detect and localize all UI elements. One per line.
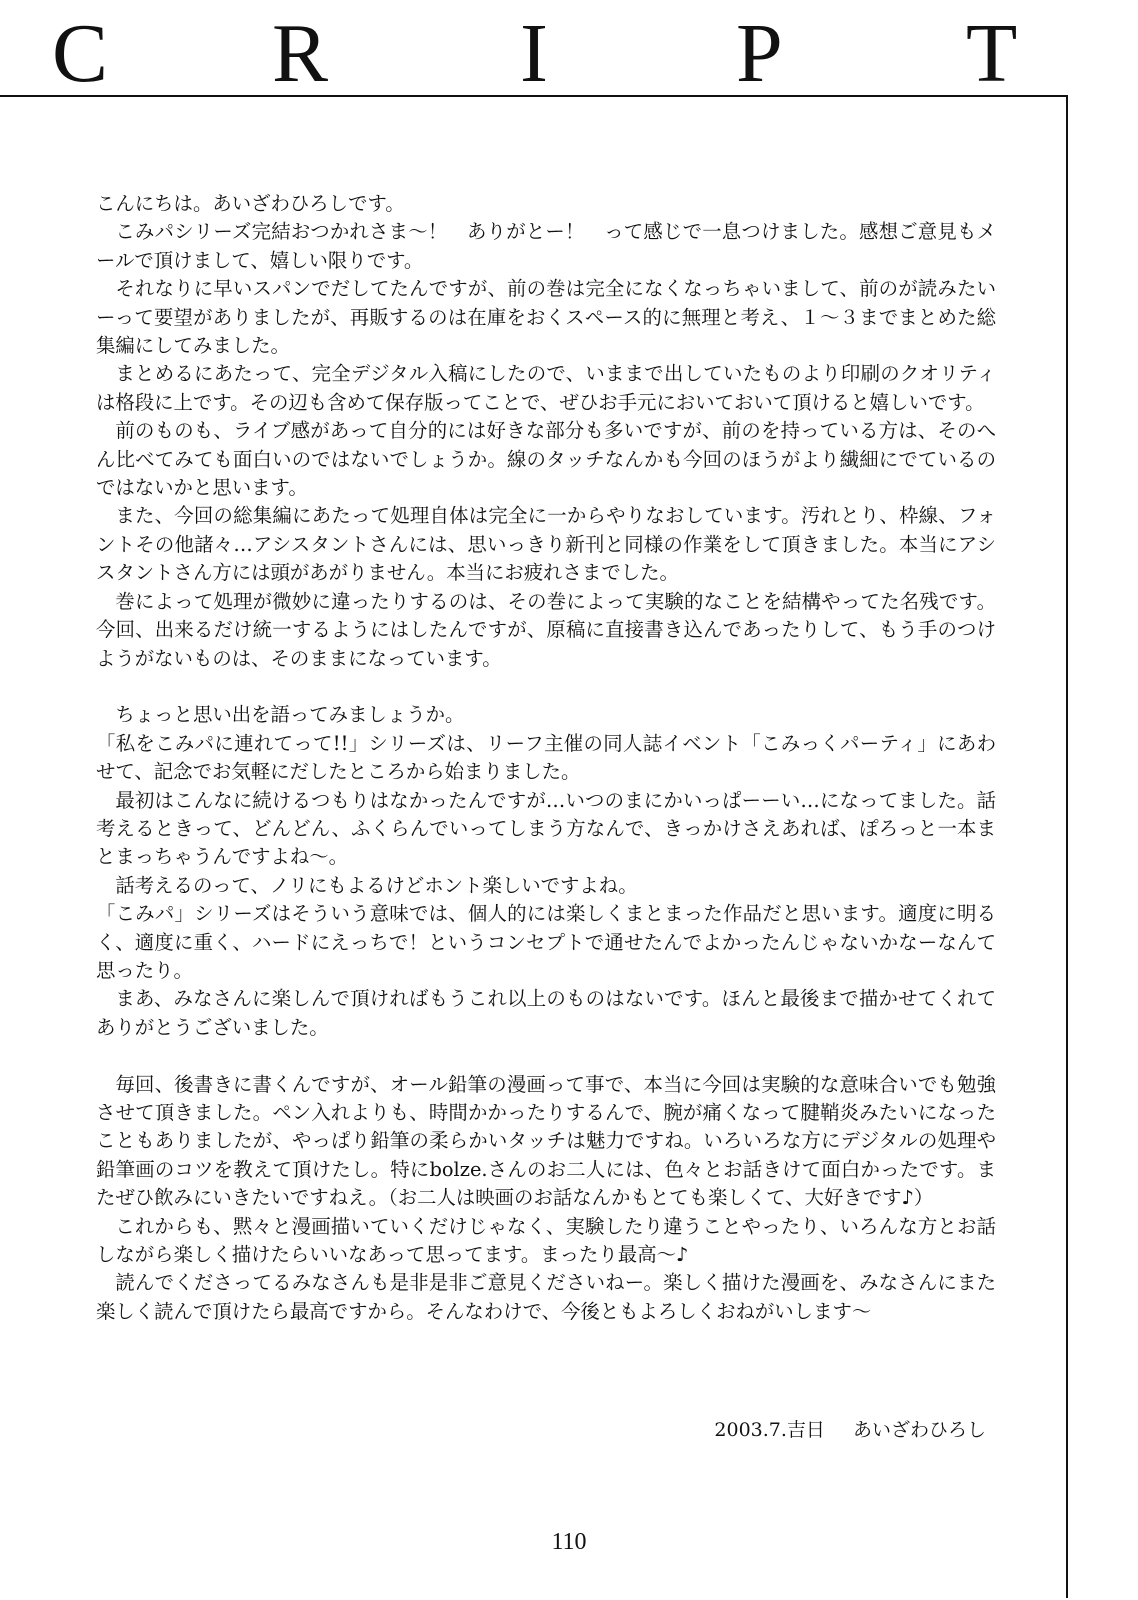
signature-date: 2003.7.吉日 [714, 1419, 825, 1441]
paragraph: それなりに早いスパンでだしてたんですが、前の巻は完全になくなっちゃいまして、前のが読みたいーって要望がありましたが、再販するのは在庫をおくスペース的に無理と考え、１〜３までまとめた総集編にしてみました。 [96, 277, 996, 358]
header-title [0, 0, 1138, 100]
paragraph: 巻によって処理が微妙に違ったりするのは、その巻によって実験的なことを結構やってた名残です。今回、出来るだけ統一するようにはしたんですが、原稿に直接書き込んであったりして、もう手のつけようがないものは、そのままになっています。 [96, 589, 996, 670]
header-letter-i: I [520, 7, 548, 100]
header-letter-c: C [52, 7, 109, 100]
paragraph: 最初はこんなに続けるつもりはなかったんですが…いつのまにかいっぱーーい…になってました。話考えるときって、どんどん、ふくらんでいってしまう方なんで、きっかけさえあれば、ぽろっと一本まとまっちゃうんですよね〜。 [96, 788, 996, 869]
afterword-body [96, 190, 996, 1326]
paragraph: 毎回、後書きに書くんですが、オール鉛筆の漫画って事で、本当に今回は実験的な意味合いでも勉強させて頂きました。ペン入れよりも、時間かかったりするんで、腕が痛くなって腱鞘炎みたいになったこともありましたが、やっぱり鉛筆の柔らかいタッチは魅力ですね。いろいろな方にデジタルの処理や鉛筆画のコツを教えて頂けたし。特にbolze.さんのお二人には、色々とお話きけて面白かったです。またぜひ飲みにいきたいですねえ。（お二人は映画のお話なんかもとても楽しくて、大好きです♪） [96, 1072, 996, 1210]
paragraph: こみパシリーズ完結おつかれさま〜！ ありがとー！ って感じで一息つけました。感想ご意見もメールで頂けまして、嬉しい限りです。 [96, 220, 996, 272]
paragraph: 「私をこみパに連れてって!!」シリーズは、リーフ主催の同人誌イベント「こみっくパーティ」にあわせて、記念でお気軽にだしたところから始まりました。 [96, 731, 996, 784]
paragraph-greeting: こんにちは。あいざわひろしです。 [96, 192, 405, 215]
paragraph: 前のものも、ライブ感があって自分的には好きな部分も多いですが、前のを持っている方は、そのへん比べてみても面白いのではないでしょうか。線のタッチなんかも今回のほうがより繊細にでているのではないかと思います。 [96, 419, 996, 500]
paragraph: ちょっと思い出を語ってみましょうか。 [115, 703, 465, 727]
paragraph: まとめるにあたって、完全デジタル入稿にしたので、いままで出していたものより印刷のクオリティは格段に上です。その辺も含めて保存版ってことで、ぜひお手元においておいて頂けると嬉しいです。 [96, 362, 996, 414]
paragraph: また、今回の総集編にあたって処理自体は完全に一からやりなおしています。汚れとり、枠線、フォントその他諸々…アシスタントさんには、思いっきり新刊と同様の作業をして頂きました。本当にアシスタントさん方には頭があがりません。本当にお疲れさまでした。 [96, 504, 996, 585]
signature-author: あいざわひろし [852, 1419, 986, 1441]
paragraph-spacer [96, 673, 996, 701]
header-letter-r: R [272, 7, 329, 100]
paragraph: 読んでくださってるみなさんも是非是非ご意見くださいねー。楽しく描けた漫画を、みなさんにまた楽しく読んで頂けたら最高ですから。そんなわけで、今後ともよろしくおねがいします〜 [96, 1271, 996, 1323]
paragraph: 「こみパ」シリーズはそういう意味では、個人的には楽しくまとまった作品だと思います。適度に明るく、適度に重く、ハードにえっちで！というコンセプトで通せたんでよかったんじゃないかなーなんて思ったり。 [96, 902, 996, 982]
paragraph: 話考えるのって、ノリにもよるけどホント楽しいですよね。 [115, 873, 638, 897]
page-number: 110 [551, 1529, 587, 1555]
paragraph: これからも、黙々と漫画描いていくだけじゃなく、実験したり違うことやったり、いろんな方とお話しながら楽しく描けたらいいなあって思ってます。まったり最高〜♪ [96, 1214, 996, 1266]
signature-line [714, 1418, 986, 1442]
paragraph-spacer [96, 1042, 996, 1070]
header-letter-p: P [736, 7, 783, 100]
header-letter-t: T [966, 7, 1018, 100]
paragraph: まあ、みなさんに楽しんで頂ければもうこれ以上のものはないです。ほんと最後まで描かせてくれてありがとうございました。 [96, 987, 996, 1039]
